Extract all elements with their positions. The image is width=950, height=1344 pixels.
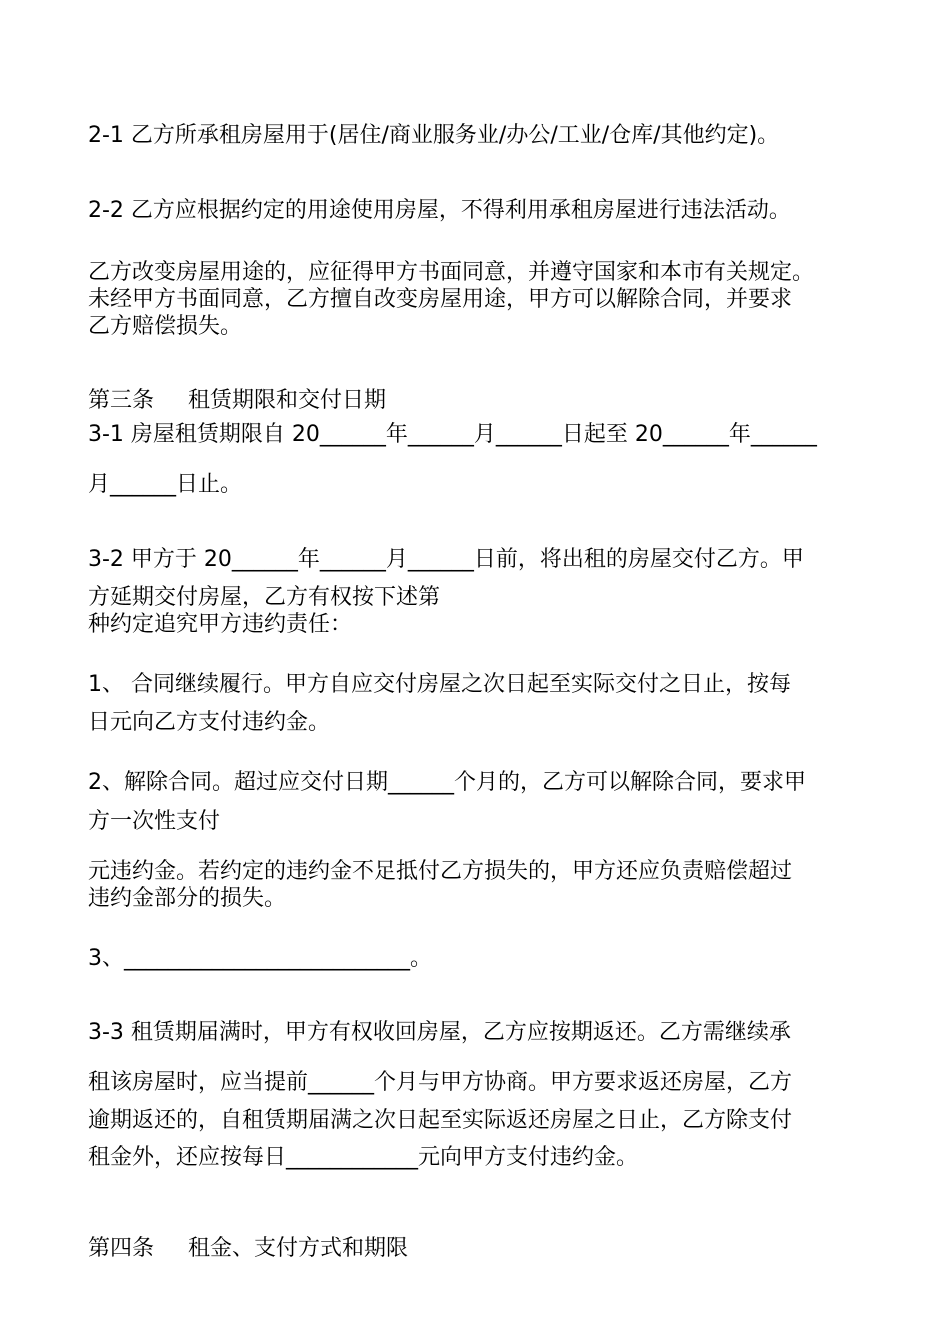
paragraph-line: 违约金部分的损失。 bbox=[88, 886, 287, 911]
paragraph-line: 元违约金。若约定的违约金不足抵付乙方损失的，甲方还应负责赔偿超过 bbox=[88, 859, 793, 884]
paragraph-line: 乙方改变房屋用途的，应征得甲方书面同意，并遵守国家和本市有关规定。 bbox=[88, 260, 815, 285]
clause-3-1: 3-1 房屋租赁期限自 20______年______月______日起至 20______年______ bbox=[88, 422, 817, 447]
clause-3-3: 3-3 租赁期届满时，甲方有权收回房屋，乙方应按期返还。乙方需继续承 bbox=[88, 1020, 791, 1045]
clause-3-2: 3-2 甲方于 20______年______月______日前，将出租的房屋交付乙方。甲 bbox=[88, 547, 804, 572]
list-item-2: 2、解除合同。超过应交付日期______个月的，乙方可以解除合同，要求甲 bbox=[88, 770, 806, 795]
article-4-number: 第四条 bbox=[88, 1236, 155, 1261]
paragraph-line: 未经甲方书面同意，乙方擅自改变房屋用途，甲方可以解除合同，并要求 bbox=[88, 287, 793, 312]
article-3-title: 租赁期限和交付日期 bbox=[188, 388, 387, 413]
paragraph-line: 乙方赔偿损失。 bbox=[88, 314, 243, 339]
article-4-heading bbox=[88, 1207, 408, 1263]
list-item-3: 3、__________________________。 bbox=[88, 946, 432, 971]
clause-2-1: 2-1 乙方所承租房屋用于(居住/商业服务业/办公/工业/仓库/其他约定)。 bbox=[88, 123, 780, 148]
article-4-title: 租金、支付方式和期限 bbox=[188, 1236, 409, 1261]
paragraph-line: 种约定追究甲方违约责任： bbox=[88, 612, 353, 637]
article-3-heading bbox=[88, 359, 386, 415]
paragraph-line: 租金外，还应按每日____________元向甲方支付违约金。 bbox=[88, 1145, 639, 1170]
paragraph-line: 方延期交付房屋，乙方有权按下述第 bbox=[88, 585, 441, 610]
paragraph-line: 月______日止。 bbox=[88, 472, 243, 497]
paragraph-line: 租该房屋时，应当提前______个月与甲方协商。甲方要求返还房屋，乙方 bbox=[88, 1070, 793, 1095]
paragraph-line: 日元向乙方支付违约金。 bbox=[88, 710, 331, 735]
list-item-1: 1、 合同继续履行。甲方自应交付房屋之次日起至实际交付之日止，按每 bbox=[88, 672, 791, 697]
clause-2-2: 2-2 乙方应根据约定的用途使用房屋，不得利用承租房屋进行违法活动。 bbox=[88, 198, 791, 223]
paragraph-line: 逾期返还的，自租赁期届满之次日起至实际返还房屋之日止，乙方除支付 bbox=[88, 1108, 793, 1133]
article-3-number: 第三条 bbox=[88, 388, 155, 413]
paragraph-line: 方一次性支付 bbox=[88, 809, 221, 834]
